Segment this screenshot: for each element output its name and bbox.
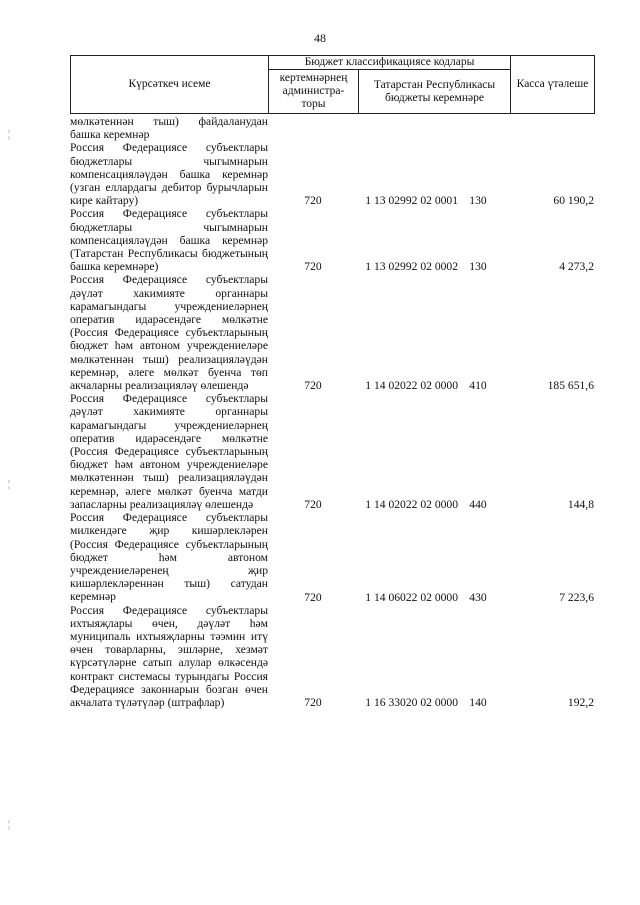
row-name: Россия Федерациясе субъектлары бюджетлары чыгымнарын компенсацияләүдән башка керемнәр (узган еллардагы дебитор бурычларын кире кайтару) (70, 141, 268, 208)
row-code: 1 14 02022 02 0000 (365, 379, 458, 393)
row-code: 1 14 06022 02 0000 (365, 590, 458, 604)
table-row (70, 392, 594, 511)
row-name: мөлкәтеннән тыш) файдаланудан башка керемнәр (70, 115, 268, 142)
table-row (70, 604, 594, 710)
row-subcode: 410 (469, 379, 487, 393)
row-subcode: 130 (469, 260, 487, 274)
table-row (70, 115, 594, 141)
scan-margin-mark: ¦ (8, 479, 11, 490)
row-admin (268, 115, 358, 141)
table-row (70, 273, 594, 392)
header-budget-classification: Бюджет классификациясе кодлары (269, 56, 511, 70)
header-cash-execution: Касса үтәлеше (511, 56, 595, 114)
row-name: Россия Федерациясе субъектлары ихтыяҗлары өчен, дәүләт һәм муниципаль ихтыяҗларны тәэмин итү өчен товарларны, эшләрне, хезмәт күрсәтүләрне сатып алулар өлкәсендә контракт системасы турындагы Россия Федерациясе законнарын бозган өчен акчалата түләтүләр (штрафлар) (70, 603, 268, 709)
row-admin: 720 (304, 194, 322, 208)
row-code: 1 16 33020 02 0000 (365, 696, 458, 710)
header-indicator: Күрсәткеч исеме (71, 56, 269, 114)
row-subcode: 140 (469, 696, 487, 710)
row-subcode: 130 (469, 194, 487, 208)
table-row (70, 511, 594, 603)
row-admin: 720 (304, 590, 322, 604)
row-name: Россия Федерациясе субъектлары бюджетлары чыгымнарын компенсацияләүдән башка керемнәр (Татарстан Республикасы бюджетының башка керемнәре) (70, 207, 268, 274)
row-amount: 60 190,2 (553, 194, 594, 208)
row-amount: 7 223,6 (559, 590, 594, 604)
row-subcode (458, 115, 498, 141)
row-amount: 144,8 (567, 498, 594, 512)
row-amount: 185 651,6 (547, 379, 594, 393)
row-admin: 720 (304, 260, 322, 274)
row-subcode: 440 (469, 498, 487, 512)
scan-margin-mark: ¦ (8, 819, 11, 830)
row-code: 1 13 02992 02 0002 (365, 260, 458, 274)
page-number: 48 (314, 31, 326, 45)
row-name: Россия Федерациясе субъектлары дәүләт хакимияте органнары карамагындагы учреждениеләрнең оператив идарәсендәге мөлкәтне (Россия Федерациясе субъектларының бюджет һәм автоном учреждениеләре мөлкәтеннән тыш) реализацияләүдән керемнәр, әлеге мөлкәт буенча матди запасларны реализацияләү өлешендә (70, 392, 268, 511)
data-table (70, 115, 594, 709)
table-row (70, 207, 594, 273)
row-code: 1 14 02022 02 0000 (365, 498, 458, 512)
table-row (70, 141, 594, 207)
row-code (358, 115, 458, 141)
row-amount (498, 115, 594, 141)
header-admin: кертемнәрнең администра-торы (269, 70, 359, 114)
row-subcode: 430 (469, 590, 487, 604)
row-name: Россия Федерациясе субъектлары милкендәге җир кишәрлекләрен (Россия Федерациясе субъектларының бюджет һәм автоном учреждениеләренең җир кишәрлекләреннән тыш) сатудан керемнәр (70, 511, 268, 604)
row-admin: 720 (304, 379, 322, 393)
row-admin: 720 (304, 696, 322, 710)
scan-margin-mark: ¦ (8, 129, 11, 140)
row-amount: 192,2 (567, 696, 594, 710)
row-amount: 4 273,2 (559, 260, 594, 274)
header-tatar-budget: Татарстан Республикасы бюджеты керемнәре (359, 70, 511, 114)
row-code: 1 13 02992 02 0001 (365, 194, 458, 208)
row-name: Россия Федерациясе субъектлары дәүләт хакимияте органнары карамагындагы учреждениеләрнең оператив идарәсендәге мөлкәтне (Россия Федерациясе субъектларының бюджет һәм автоном учреждениеләре мөлкәтеннән тыш) реализацияләүдән керемнәр, әлеге мөлкәт буенча төп акчаларны реализацияләү өлешендә (70, 273, 268, 393)
table-header (70, 55, 595, 114)
row-admin: 720 (304, 498, 322, 512)
